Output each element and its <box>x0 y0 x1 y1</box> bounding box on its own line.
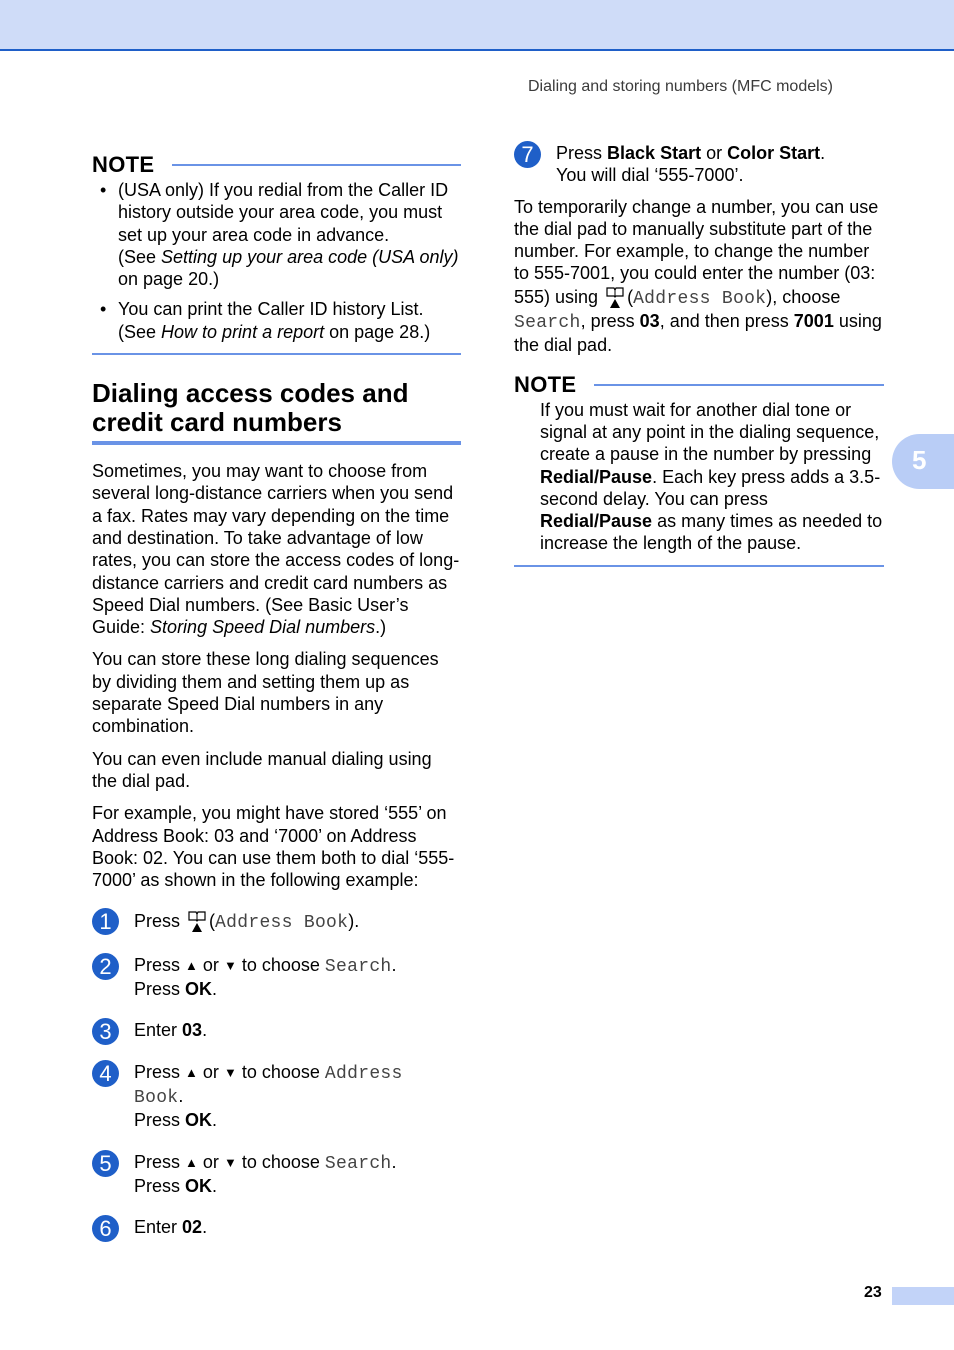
step-5: 5 Press ▲ or ▼ to choose Search. Press OK. <box>92 1151 461 1198</box>
step-7: 7 Press Black Start or Color Start. You will dial ‘555-7000’. <box>514 142 884 187</box>
note-label: NOTE <box>92 151 155 177</box>
right-column <box>514 142 884 567</box>
note-end-rule <box>92 353 461 355</box>
step-6: 6 Enter 02. <box>92 1216 461 1238</box>
page-number-bar <box>892 1287 954 1305</box>
body-paragraph: You can even include manual dialing using the dial pad. <box>92 748 432 791</box>
down-arrow-icon: ▼ <box>223 1154 237 1170</box>
step-4: 4 Press ▲ or ▼ to choose Address Book. Press OK. <box>92 1061 461 1132</box>
step-3: 3 Enter 03. <box>92 1019 461 1041</box>
note-header <box>514 373 884 397</box>
running-header: Dialing and storing numbers (MFC models) <box>528 78 833 95</box>
step-number-badge: 6 <box>92 1215 119 1242</box>
step-number-badge: 3 <box>92 1018 119 1045</box>
down-arrow-icon: ▼ <box>223 957 237 973</box>
address-book-icon <box>187 909 207 933</box>
note-label: NOTE <box>514 371 577 397</box>
body-paragraph: To temporarily change a number, you can use the dial pad to manually substitute part of the number. For example, to change the number to 555-7001, you could enter the number (03: 555) using (Address Book), choose Search, press 03, and then press 7001 using the dial pad. <box>514 196 882 356</box>
note-text: If you must wait for another dial tone or signal at any point in the dialing sequence, create a pause in the number by pressing Redial/Pause. Each key press adds a 3.5-second delay. You can press Redial/Pause as many times as needed to increase the length of the pause. <box>540 399 883 554</box>
note-header <box>92 153 461 177</box>
note-rule <box>594 384 884 386</box>
chapter-number: 5 <box>912 445 927 475</box>
up-arrow-icon: ▲ <box>185 1064 198 1080</box>
step-number-badge: 4 <box>92 1060 119 1087</box>
body-paragraph: For example, you might have stored ‘555’ on Address Book: 03 and ‘7000’ on Address Book: 02. You can use them both to dial ‘555-7000’ as shown in the following example: <box>92 803 455 891</box>
step-number-badge: 7 <box>514 141 541 168</box>
body-paragraph: You can store these long dialing sequences by dividing them and setting them up as separate Speed Dial numbers in any combination. <box>92 649 439 737</box>
chapter-tab <box>892 434 954 489</box>
step-number-badge: 1 <box>92 908 119 935</box>
up-arrow-icon: ▲ <box>185 1154 198 1170</box>
note-bullet: • (USA only) If you redial from the Caller ID history outside your area code, you must set up your area code in advance. (See Setting up your area code (USA only) on page 20.) <box>92 179 461 290</box>
top-header-band <box>0 0 954 51</box>
section-title-rule <box>92 441 461 445</box>
note-end-rule <box>514 565 884 567</box>
note-rule <box>172 164 461 166</box>
left-column <box>92 151 461 1242</box>
up-arrow-icon: ▲ <box>185 957 198 973</box>
down-arrow-icon: ▼ <box>223 1064 237 1080</box>
step-1: 1 Press (Address Book). <box>92 909 461 934</box>
step-number-badge: 5 <box>92 1150 119 1177</box>
step-number-badge: 2 <box>92 953 119 980</box>
note-bullet-list <box>92 179 461 343</box>
address-book-icon <box>605 285 625 309</box>
note-bullet: • You can print the Caller ID history List. (See How to print a report on page 28.) <box>92 298 461 343</box>
body-paragraph: Sometimes, you may want to choose from several long-distance carriers when you send a fax. Rates may vary depending on the time and destination. To take advantage of low rates, you can store the access codes of long-distance carriers and credit card numbers as Speed Dial numbers. (See Basic User’s Guide: Storing Speed Dial numbers.) <box>92 461 460 638</box>
step-2: 2 Press ▲ or ▼ to choose Search. Press OK. <box>92 954 461 1001</box>
page-number: 23 <box>864 1284 882 1301</box>
section-title: Dialing access codes and credit card numbers <box>92 378 409 438</box>
